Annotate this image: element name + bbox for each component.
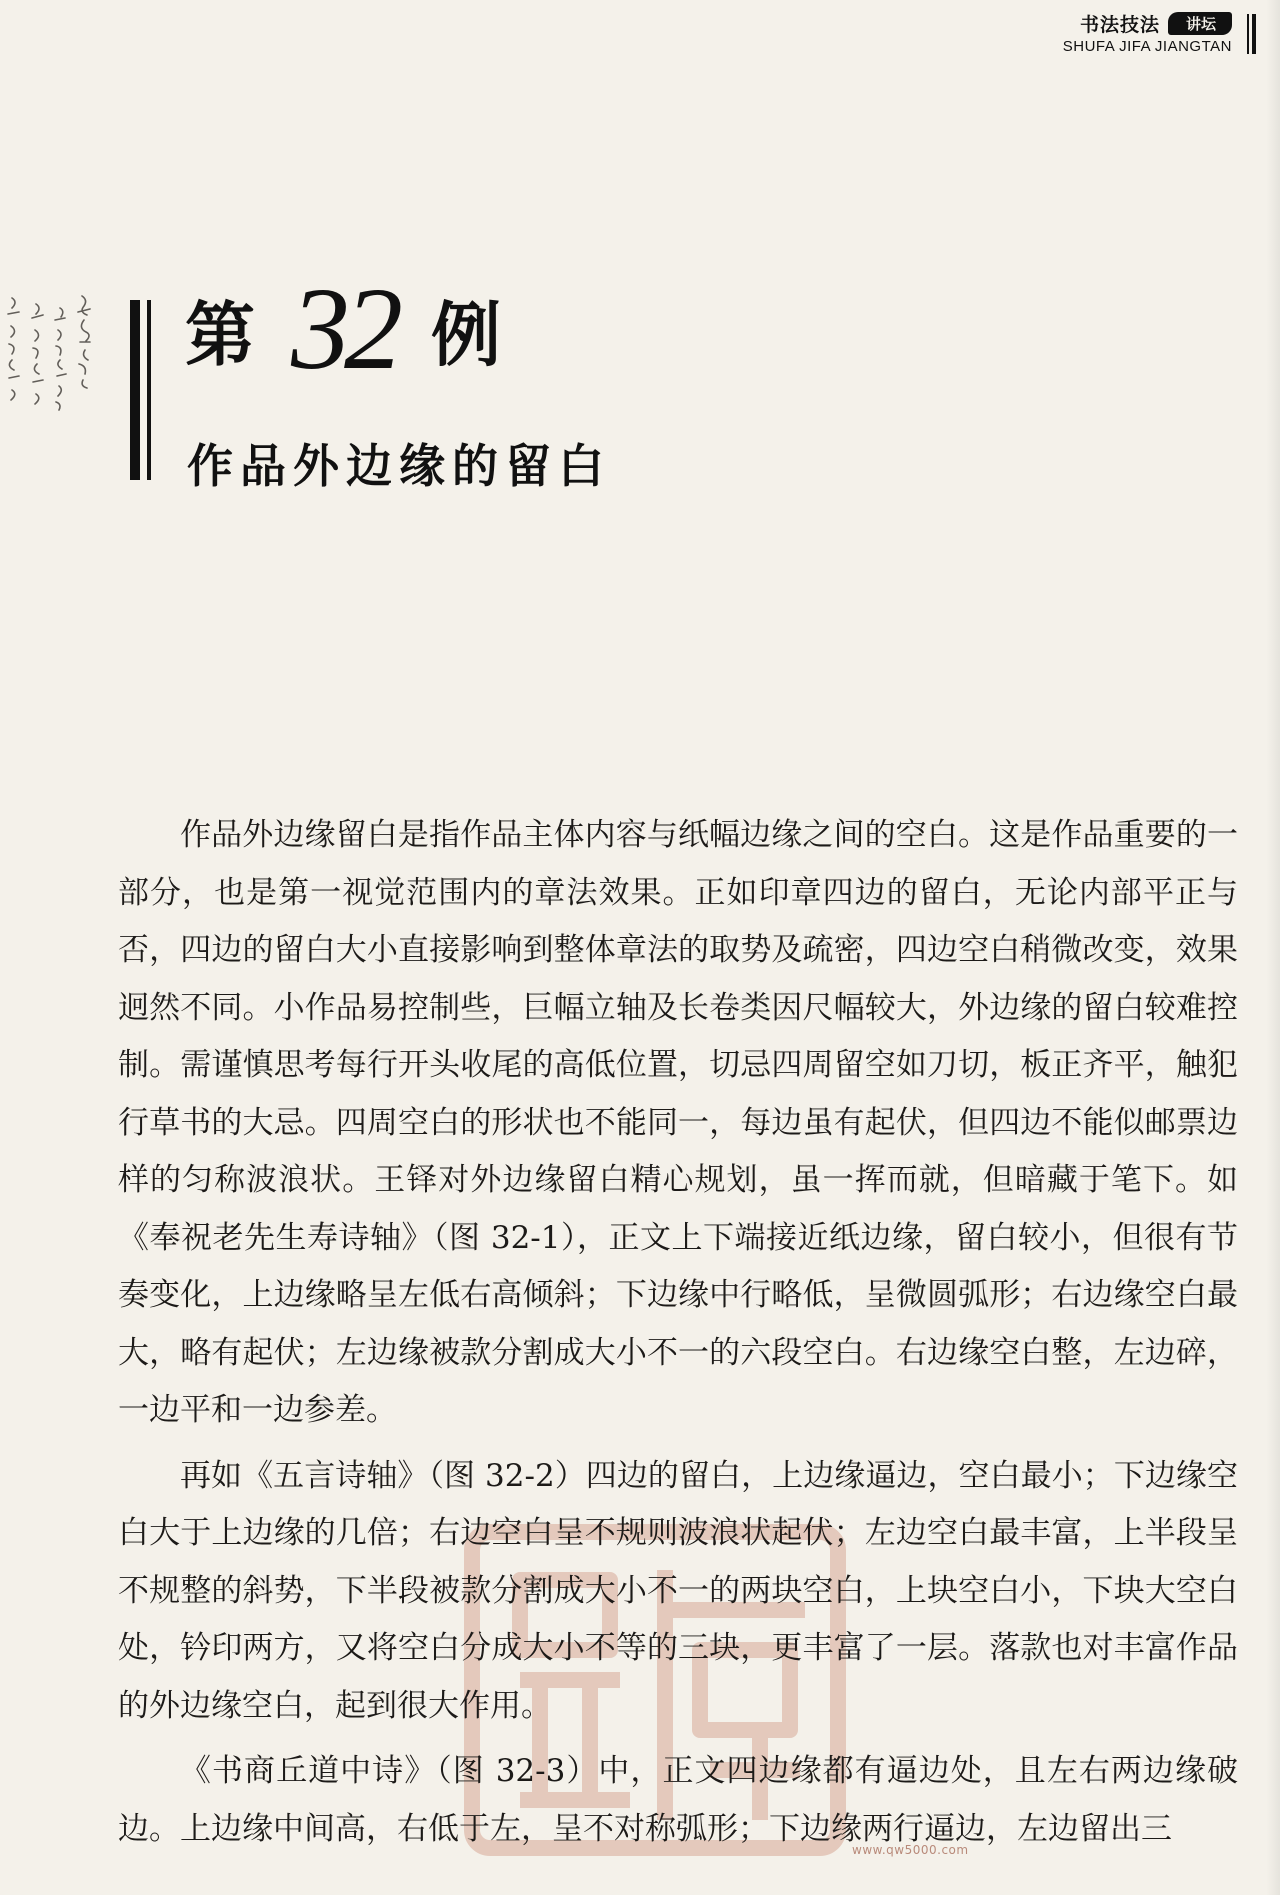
chapter-digits: 32 xyxy=(291,263,397,394)
running-header-badge: 讲坛 xyxy=(1168,12,1232,35)
body-paragraph: 《书商丘道中诗》（图 32-3）中，正文四边缘都有逼边处，且左右两边缘破边。上边缘中间高，右低于左，呈不对称弧形；下边缘两行逼边，左边留出三 xyxy=(118,1753,1238,1847)
chapter-number xyxy=(185,263,501,394)
chapter-suffix: 例 xyxy=(431,292,501,376)
chapter-subtitle: 作品外边缘的留白 xyxy=(187,439,611,493)
body-paragraph: 作品外边缘留白是指作品主体内容与纸幅边缘之间的空白。这是作品重要的一部分，也是第一视觉范围内的章法效果。正如印章四边的留白，无论内部平正与否，四边的留白大小直接影响到整体章法的取势及疏密，四边空白稍微改变，效果迥然不同。小作品易控制些，巨幅立轴及长卷类因尺幅较大，外边缘的留白较难控制。需谨慎思考每行开头收尾的高低位置，切忌四周留空如刀切，板正齐平，触犯行草书的大忌。四周空白的形状也不能同一，每边虽有起伏，但四边不能似邮票边样的匀称波浪状。王铎对外边缘留白精心规划，虽一挥而就，但暗藏于笔下。如《奉祝老先生寿诗轴》（图 32-1），正文上下端接近纸边缘，留白较小，但很有节奏变化，上边缘略呈左低右高倾斜；下边缘中行略低，呈微圆弧形；右边缘空白最大，略有起伏；左边缘被款分割成大小不一的六段空白。右边缘空白整，左边碎，一边平和一边参差。 xyxy=(118,817,1238,1428)
running-header-bars xyxy=(1247,14,1256,54)
running-header-title: 书法技法 xyxy=(1079,14,1160,36)
chapter-rule xyxy=(130,300,151,480)
chapter-prefix: 第 xyxy=(185,292,255,376)
page-edge-shadow xyxy=(1266,0,1280,1895)
body-text xyxy=(118,807,1238,1866)
running-header xyxy=(1063,10,1232,55)
body-paragraph: 再如《五言诗轴》（图 32-2）四边的留白，上边缘逼边，空白最小；下边缘空白大于上边缘的几倍；右边空白呈不规则波浪状起伏；左边空白最丰富，上半段呈不规整的斜势，下半段被款分割成大小不一的两块空白，上块空白小，下块大空白处，钤印两方，又将空白分成大小不等的三块，更丰富了一层。落款也对丰富作品的外边缘空白，起到很大作用。 xyxy=(118,1457,1238,1724)
watermark-url: www.qw5000.com xyxy=(852,1843,969,1857)
calligraphy-fragment-image xyxy=(0,290,100,490)
running-header-latin: SHUFA JIFA JIANGTAN xyxy=(1062,38,1232,55)
